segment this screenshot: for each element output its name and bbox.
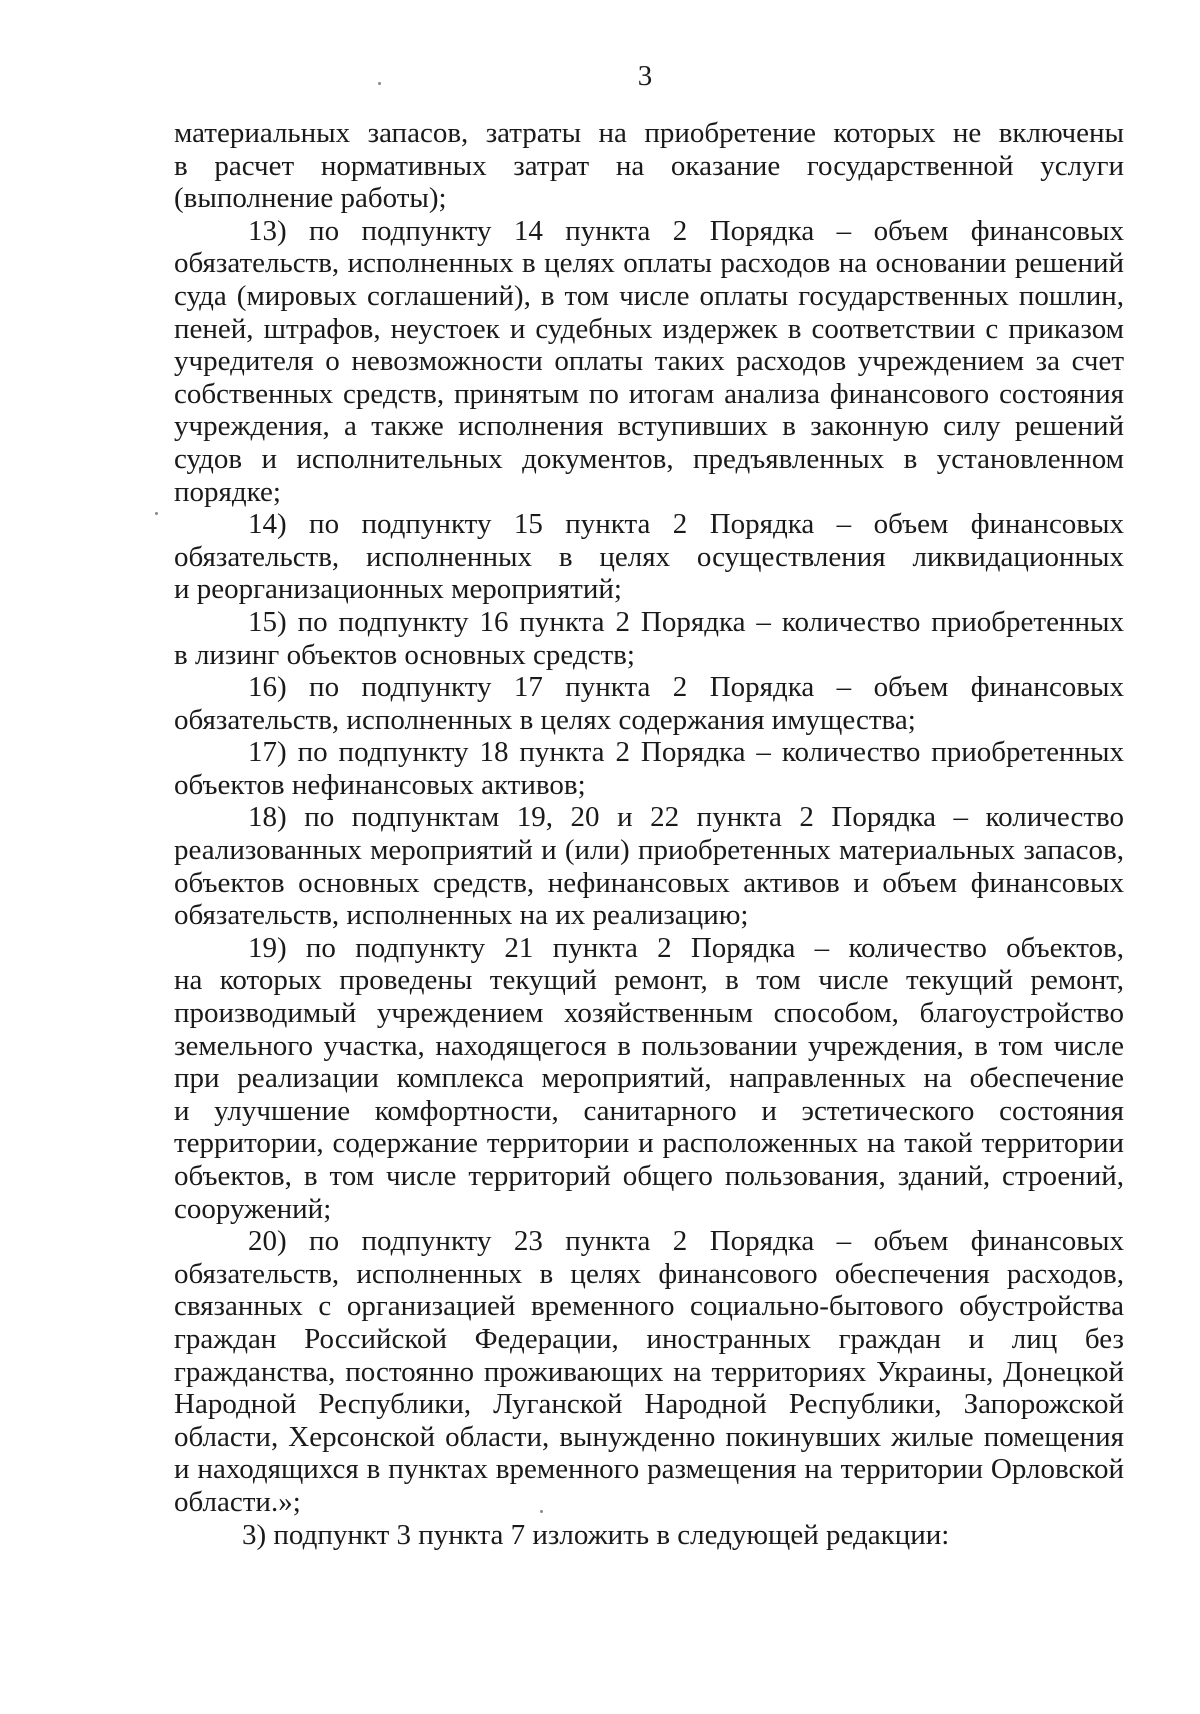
text-line: и находящихся в пунктах временного размещения на территории Орловской	[174, 1453, 1124, 1486]
text-line: в лизинг объектов основных средств;	[174, 638, 635, 671]
text-line: граждан Российской Федерации, иностранных граждан и лиц без	[174, 1322, 1124, 1355]
text-line: обязательств, исполненных в целях финансового обеспечения расходов,	[174, 1257, 1124, 1290]
text-line: и реорганизационных мероприятий;	[174, 573, 622, 606]
page-number: 3	[637, 60, 653, 92]
text-line: обязательств, исполненных на их реализацию;	[174, 899, 749, 932]
text-line: 16) по подпункту 17 пункта 2 Порядка – объем финансовых	[248, 671, 1124, 704]
text-line: земельного участка, находящегося в пользовании учреждения, в том числе	[174, 1029, 1124, 1062]
text-line: учреждения, а также исполнения вступивших в законную силу решений	[174, 410, 1124, 443]
text-line: на которых проведены текущий ремонт, в том числе текущий ремонт,	[174, 964, 1124, 997]
text-line: гражданства, постоянно проживающих на территориях Украины, Донецкой	[174, 1355, 1124, 1388]
text-line: области, Херсонской области, вынужденно покинувших жилые помещения	[174, 1420, 1124, 1453]
text-line: (выполнение работы);	[174, 182, 447, 215]
text-line: 17) по подпункту 18 пункта 2 Порядка – количество приобретенных	[248, 736, 1124, 769]
scan-speck	[378, 82, 381, 85]
text-line: в расчет нормативных затрат на оказание государственной услуги	[174, 149, 1124, 182]
text-line: объектов нефинансовых активов;	[174, 768, 586, 801]
text-line: территории, содержание территории и расположенных на такой территории	[174, 1127, 1124, 1160]
text-line: пеней, штрафов, неустоек и судебных издержек в соответствии с приказом	[174, 312, 1124, 345]
text-line: собственных средств, принятым по итогам анализа финансового состояния	[174, 377, 1124, 410]
text-line: 14) по подпункту 15 пункта 2 Порядка – объем финансовых	[248, 508, 1124, 541]
text-line: порядке;	[174, 475, 281, 508]
text-line: при реализации комплекса мероприятий, направленных на обеспечение	[174, 1062, 1124, 1095]
scan-speck	[540, 1510, 543, 1513]
text-line: 15) по подпункту 16 пункта 2 Порядка – количество приобретенных	[248, 605, 1124, 638]
text-line: Народной Республики, Луганской Народной Республики, Запорожской	[174, 1388, 1124, 1421]
text-line: и улучшение комфортности, санитарного и эстетического состояния	[174, 1094, 1124, 1127]
scan-speck	[155, 512, 158, 515]
text-line: обязательств, исполненных в целях оплаты расходов на основании решений	[174, 247, 1124, 280]
text-line: обязательств, исполненных в целях осуществления ликвидационных	[174, 540, 1124, 573]
text-line: связанных с организацией временного социально-бытового обустройства	[174, 1290, 1124, 1323]
text-line: производимый учреждением хозяйственным способом, благоустройство	[174, 997, 1124, 1030]
text-line: обязательств, исполненных в целях содержания имущества;	[174, 703, 916, 736]
text-line: суда (мировых соглашений), в том числе оплаты государственных пошлин,	[174, 279, 1124, 312]
text-line: материальных запасов, затраты на приобретение которых не включены	[174, 117, 1124, 149]
text-line: объектов, в том числе территорий общего пользования, зданий, строений,	[174, 1160, 1124, 1192]
text-line: 18) по подпунктам 19, 20 и 22 пункта 2 Порядка – количество	[248, 801, 1124, 834]
text-line: реализованных мероприятий и (или) приобретенных материальных запасов,	[174, 834, 1124, 867]
text-line: 19) по подпункту 21 пункта 2 Порядка – количество объектов,	[248, 931, 1124, 964]
text-line: области.»;	[174, 1485, 301, 1518]
document-body	[174, 117, 1124, 1551]
text-line: 20) по подпункту 23 пункта 2 Порядка – объем финансовых	[248, 1225, 1124, 1258]
text-line: 3) подпункт 3 пункта 7 изложить в следующей редакции:	[242, 1518, 950, 1551]
text-line: объектов основных средств, нефинансовых активов и объем финансовых	[174, 866, 1124, 899]
text-line: 13) по подпункту 14 пункта 2 Порядка – объем финансовых	[248, 214, 1124, 247]
text-line: учредителя о невозможности оплаты таких расходов учреждением за счет	[174, 345, 1124, 378]
text-line: судов и исполнительных документов, предъявленных в установленном	[174, 442, 1124, 475]
text-line: сооружений;	[174, 1192, 332, 1225]
